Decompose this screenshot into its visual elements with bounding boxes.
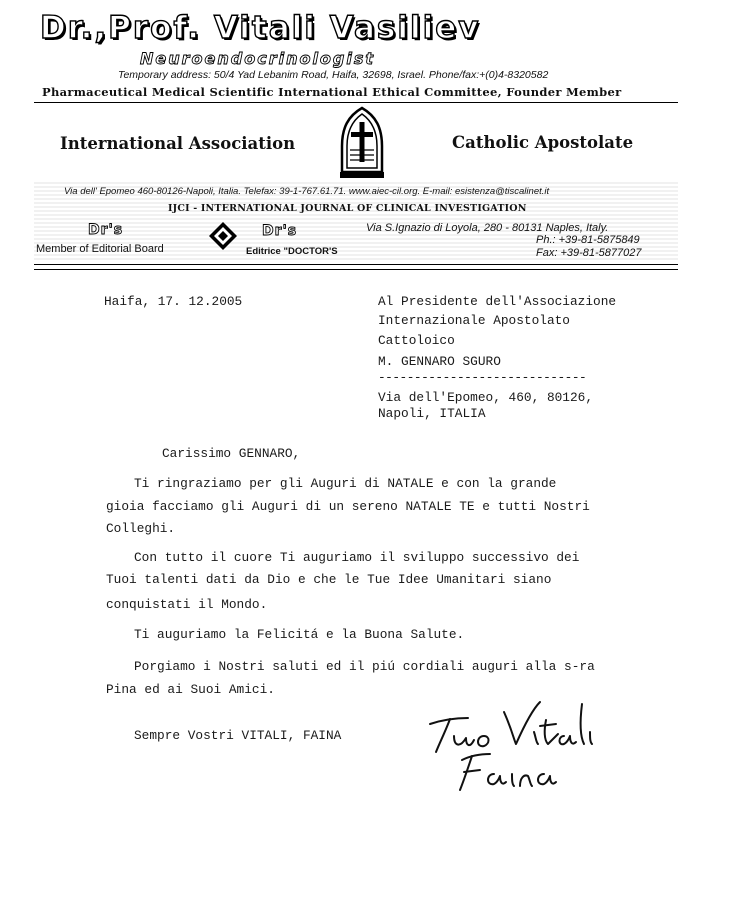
journal-name: IJCI - INTERNATIONAL JOURNAL OF CLINICAL INVESTIGATION <box>168 203 527 214</box>
letter-line: Con tutto il cuore Ti auguriamo il sviluppo successivo dei <box>134 550 580 565</box>
publisher-address: Via S.Ignazio di Loyola, 280 - 80131 Naples, Italy. <box>366 222 609 234</box>
recipient-line: Cattoloico <box>378 333 455 348</box>
recipient-line: Internazionale Apostolato <box>378 313 570 328</box>
association-name-left: International Association <box>60 134 296 153</box>
drs-logo-left: Dr's <box>88 222 124 238</box>
letter-line: gioia facciamo gli Auguri di un sereno NATALE TE e tutti Nostri <box>106 499 590 514</box>
letter-greeting: Carissimo GENNARO, <box>162 446 301 461</box>
editorial-board-member: Member of Editorial Board <box>36 243 164 255</box>
header-rule-bottom-1 <box>34 264 678 265</box>
letter-line: Pina ed ai Suoi Amici. <box>106 682 275 697</box>
recipient-name: M. GENNARO SGURO <box>378 354 501 369</box>
letterhead-committee: Pharmaceutical Medical Scientific International Ethical Committee, Founder Member <box>42 85 622 99</box>
letter-line: Colleghi. <box>106 521 176 536</box>
header-rule-top <box>34 102 678 103</box>
letter-line: Ti auguriamo la Felicitá e la Buona Salute. <box>134 627 465 642</box>
publisher-phone: Ph.: +39-81-5875849 <box>536 234 640 246</box>
letter-line: Ti ringraziamo per gli Auguri di NATALE e con la grande <box>134 476 557 491</box>
handwritten-signature <box>424 690 604 800</box>
recipient-separator: ----------------------------- <box>378 370 587 385</box>
letter-line: conquistati il Mondo. <box>106 597 268 612</box>
letterhead-name: Dr.,Prof. Vitali Vasiliev <box>40 10 481 46</box>
church-emblem-icon <box>336 106 388 180</box>
letter-date: Haifa, 17. 12.2005 <box>104 294 243 309</box>
recipient-line: Via dell'Epomeo, 460, 80126, <box>378 390 594 405</box>
recipient-line: Napoli, ITALIA <box>378 406 486 421</box>
letter-line: Porgiamo i Nostri saluti ed il piú cordiali auguri alla s-ra <box>134 659 595 674</box>
letter-closing: Sempre Vostri VITALI, FAINA <box>134 728 342 743</box>
publisher-name: Editrice "DOCTOR'S <box>246 246 338 257</box>
letterhead-title: Neuroendocrinologist <box>140 49 376 68</box>
drs-logo-middle: Dr's <box>262 223 298 239</box>
publisher-fax: Fax: +39-81-5877027 <box>536 247 642 259</box>
recipient-line: Al Presidente dell'Associazione <box>378 294 617 309</box>
association-address: Via dell' Epomeo 460-80126-Napoli, Italia. Telefax: 39-1-767.61.71. www.aiec-cil.org. E-mail: esistenza@tiscalinet.it <box>64 186 550 197</box>
header-rule-bottom-2 <box>34 269 678 270</box>
publisher-diamond-icon <box>208 221 238 251</box>
letterhead-address: Temporary address: 50/4 Yad Lebanim Road, Haifa, 32698, Israel. Phone/fax:+(0)4-8320582 <box>118 69 549 81</box>
letter-line: Tuoi talenti dati da Dio e che le Tue Idee Umanitari siano <box>106 572 552 587</box>
association-name-right: Catholic Apostolate <box>452 133 634 152</box>
